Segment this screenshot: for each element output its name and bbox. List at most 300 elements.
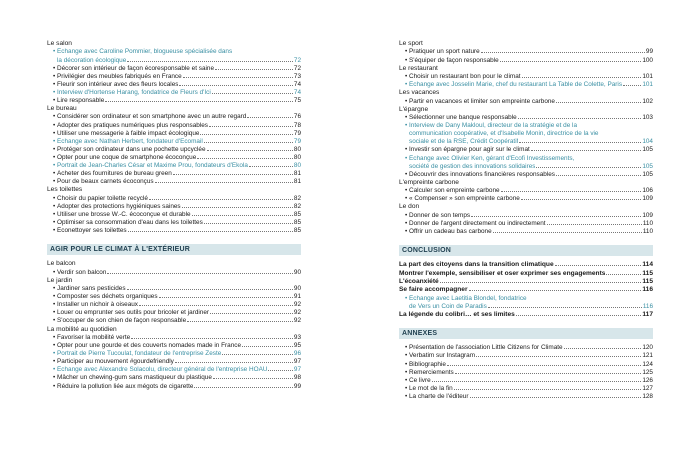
toc-entry-title [53,89,211,97]
toc-entry [399,130,653,138]
dot-leader [440,282,642,283]
toc-entry-text: Remerciements [409,368,454,376]
toc-page-number: 97 [293,366,301,374]
toc-entry [399,369,653,377]
toc-page-number: 114 [642,261,653,269]
dot-leader [213,378,293,379]
toc-entry-text: Échange avec Nathan Herbert, fondateur d'Ecomail [57,137,203,145]
bullet-icon: • [53,170,56,178]
dot-leader [518,118,642,119]
toc-section-title: Le sport [399,40,423,47]
toc-entry-text: Se faire accompagner [399,286,468,294]
dot-leader [212,93,293,94]
bullet-icon: • [405,368,408,376]
toc-part-header: CONCLUSION [399,245,653,256]
toc-entry [47,138,301,146]
toc-entry [47,366,301,374]
dot-leader [522,77,642,78]
toc-section-title: L'empreinte carbone [399,178,459,186]
toc-entry-title [405,352,475,360]
dot-leader [247,117,293,118]
toc-entry [47,89,301,97]
toc-section-title: Le salon [47,40,72,47]
toc-entry-text: Pratiquer un sport nature [409,48,480,56]
toc-entry [399,212,653,220]
toc-entry [399,187,653,195]
toc-entry [47,334,301,342]
bullet-icon: • [405,48,408,56]
dot-leader [204,142,293,143]
toc-entry [399,57,653,65]
toc-entry [47,73,301,81]
toc-entry-text: de Vers un Coin de Paradis [409,302,487,310]
dot-leader [531,150,642,151]
dot-leader [128,231,293,232]
toc-entry [47,227,301,235]
toc-page-number: 73 [293,72,301,80]
toc-entry-text: Le mot de la fin [409,384,453,392]
bullet-icon: • [53,342,56,350]
toc-entry [47,65,301,73]
toc-entry-title [405,361,446,369]
toc-entry-text: Opter pour une gourde et des couverts nomades made in France [57,342,242,350]
bullet-icon: • [53,333,56,341]
toc-entry-title [405,377,431,385]
bullet-icon: • [53,210,56,218]
toc-page-number: 115 [642,277,653,285]
dot-leader [159,297,293,298]
toc-entry-title [53,138,203,146]
toc-entry-text: Utiliser une messagerie à faible impact écologique [57,129,200,137]
dot-leader [209,126,293,127]
toc-entry-text: Échange avec Laetitia Blondel, fondatrice [409,294,527,302]
dot-leader [179,85,292,86]
dot-leader [556,102,641,103]
toc-entry-text: Optimiser sa consommation d'eau dans les toilettes [57,219,203,226]
toc-entry-text: la décoration écologique [57,56,127,64]
dot-leader [556,175,641,176]
toc-entry-title [405,295,527,303]
bullet-icon: • [53,153,56,161]
toc-entry-title [405,48,480,56]
toc-page-number: 127 [642,384,653,392]
toc-page-number: 74 [293,80,301,88]
toc-entry [399,303,653,311]
bullet-icon: • [405,294,408,302]
toc-entry [399,114,653,122]
bullet-icon: • [405,195,408,203]
toc-page-number: 101 [642,81,653,89]
bullet-icon: • [53,268,56,276]
dot-leader [149,199,293,200]
toc-entry-text: « Compenser » son empreinte carbone [409,195,520,203]
toc-section-title: Les vacances [399,89,440,97]
toc-entry-title [53,178,154,186]
dot-leader [501,191,642,192]
toc-entry-text: Interview de Dany Makloul, directeur de la stratégie et de la [409,122,578,130]
dot-leader [249,166,293,167]
dot-leader [173,174,293,175]
dot-leader [432,381,642,382]
dot-leader [207,150,293,151]
dot-leader [187,321,293,322]
toc-entry-title [405,212,470,220]
toc-page-number: 90 [293,285,301,293]
toc-entry [399,385,653,393]
bullet-icon: • [405,392,408,400]
toc-entry-title [53,97,104,105]
toc-entry-text: Donner de l'argent directement ou indirectement [409,219,546,227]
toc-entry [399,138,653,146]
toc-entry-title [53,211,191,219]
dot-leader [454,389,642,390]
toc-page-number: 91 [293,293,301,301]
toc-entry-title [53,48,232,56]
toc-entry-title [53,350,221,358]
toc-entry-title [53,65,214,73]
toc-entry-title [53,195,148,203]
toc-section-title: Le jardin [47,276,73,284]
bullet-icon: • [405,376,408,384]
toc-page-number: 128 [642,392,653,400]
toc-entry-title [53,219,203,227]
bullet-icon: • [405,228,408,236]
bullet-icon: • [53,137,56,145]
bullet-icon: • [53,374,56,382]
toc-entry-text: Composter ses déchets organiques [57,293,158,301]
toc-page-number: 103 [642,114,653,122]
toc-entry-text: Échange avec Olivier Ken, gérant d'Ecofi Investissements, [409,154,575,162]
bullet-icon: • [405,344,408,352]
dot-leader [564,348,642,349]
toc-entry [47,269,301,277]
toc-entry-title [53,293,158,301]
bullet-icon: • [405,384,408,392]
toc-entry [47,130,301,138]
toc-entry-title [405,73,521,81]
bullet-icon: • [53,121,56,129]
toc-entry-title [399,278,439,286]
toc-entry-title [53,269,106,277]
toc-entry-title [53,73,182,81]
toc-page-number: 92 [293,317,301,325]
dot-leader [192,215,293,216]
toc-page-number: 101 [642,73,653,80]
bullet-icon: • [53,48,56,56]
bullet-icon: • [53,194,56,202]
toc-entry [47,154,301,162]
toc-entry-text: sociale et de la RSE, Crédit Coopératif [409,138,519,146]
dot-leader [493,232,642,233]
dot-leader [471,216,641,217]
dot-leader [175,362,293,363]
toc-entry [47,178,301,186]
dot-leader [547,224,642,225]
toc-part-header: ANNEXES [399,328,653,339]
bullet-icon: • [405,352,408,360]
toc-page-number: 98 [293,374,301,382]
toc-entry [399,98,653,106]
dot-leader [476,356,641,357]
bullet-icon: • [53,64,56,72]
dot-leader [469,290,642,291]
dot-leader [107,273,293,274]
toc-page-number: 125 [642,368,653,376]
dot-leader [521,199,641,200]
toc-page-number: 80 [293,162,301,170]
toc-entry-title [405,228,492,236]
toc-entry-title [405,220,546,228]
toc-entry-text: Adopter des pratiques numériques plus responsables [57,121,208,129]
toc-entry-title [53,285,126,293]
toc-entry [399,146,653,154]
toc-entry-title [53,334,130,342]
toc-chapter-entry [399,286,653,294]
toc-entry-text: Mâcher un chewing-gum sans mastiqueur du plastique [57,374,212,382]
toc-entry [399,361,653,369]
toc-entry-text: Protéger son ordinateur dans une pochette upcyclée [57,145,206,153]
toc-page-number: 82 [293,202,301,210]
bullet-icon: • [53,129,56,137]
toc-entry-text: Ce livre [409,376,431,384]
dot-leader [536,167,641,168]
bullet-icon: • [405,360,408,368]
toc-entry [47,293,301,301]
toc-entry-text: Décorer son intérieur de façon écoresponsable et saine [57,64,215,72]
bullet-icon: • [405,114,408,122]
toc-entry-text: Échange avec Caroline Pommier, blogueuse spécialisée dans [57,48,233,56]
bullet-icon: • [53,219,56,226]
toc-entry-text: Portrait de Jean-Charles César et Maxime Prou, fondateurs d'Ekola [57,162,248,170]
toc-entry-title [405,98,555,106]
toc-page-number: 92 [293,309,301,317]
dot-leader [215,69,293,70]
toc-entry-text: Installer un nichoir à oiseaux [57,301,138,309]
toc-section-title: Les toilettes [47,186,83,194]
toc-entry-text: Présentation de l'association Little Citizens for Climate [409,344,563,352]
dot-leader [488,307,642,308]
toc-entry [399,352,653,360]
toc-entry [399,171,653,179]
bullet-icon: • [405,73,408,80]
dot-leader [127,289,293,290]
dot-leader [155,182,293,183]
toc-entry-text: Réduire la pollution liée aux mégots de cigarette [57,382,194,390]
bullet-icon: • [405,146,408,154]
toc-page-number: 100 [642,56,653,64]
toc-entry-title [399,261,554,269]
toc-entry-text: Découvrir des innovations financières responsables [409,170,555,178]
toc-entry [399,48,653,56]
bullet-icon: • [53,145,56,153]
toc-page-number: 105 [642,146,653,154]
toc-left-column [47,40,301,391]
toc-page-number: 97 [293,358,301,366]
toc-entry [47,301,301,309]
toc-entry [47,358,301,366]
toc-entry [399,195,653,203]
toc-page-number: 79 [293,137,301,145]
dot-leader [555,265,642,266]
toc-entry-title [53,309,209,317]
toc-entry-text: La charte de l'éditeur [409,392,469,400]
toc-entry-text: Jardiner sans pesticides [57,285,126,293]
toc-page-number: 85 [293,219,301,226]
toc-entry-title [409,163,535,171]
toc-page-number: 90 [293,268,301,276]
toc-page-number: 92 [293,301,301,309]
toc-page-number: 96 [293,350,301,358]
dot-leader [222,354,293,355]
toc-entry-title [405,171,555,179]
toc-page-number: 115 [642,269,653,277]
bullet-icon: • [53,227,56,235]
dot-leader [519,142,641,143]
toc-entry-title [53,227,127,235]
toc-entry-text: Acheter des fournitures de bureau green [57,170,172,178]
toc-chapter-entry [399,311,653,319]
toc-entry [399,295,653,303]
toc-entry-title [53,366,267,374]
toc-entry-title [57,57,126,65]
toc-right-column [399,40,653,401]
toc-entry-title [53,342,241,350]
toc-entry-text: Montrer l'exemple, sensibiliser et oser exprimer ses engagements [399,269,606,277]
toc-entry [47,374,301,382]
toc-page-number: 99 [293,382,301,390]
toc-page-number: 126 [642,376,653,384]
bullet-icon: • [405,154,408,162]
bullet-icon: • [53,358,56,366]
bullet-icon: • [53,96,56,104]
dot-leader [481,52,645,53]
toc-entry-title [405,114,517,122]
toc-section-title: Le don [399,203,420,211]
dot-leader [204,223,293,224]
toc-entry [399,393,653,401]
toc-entry [47,211,301,219]
toc-page-number: 82 [293,194,301,202]
toc-entry [47,285,301,293]
toc-entry [47,350,301,358]
toc-entry [399,220,653,228]
toc-entry-title [53,301,138,309]
toc-entry [47,203,301,211]
toc-entry-text: Offrir un cadeau bas carbone [409,228,492,236]
bullet-icon: • [53,178,56,186]
toc-section-title: Le restaurant [399,64,438,72]
toc-entry [399,73,653,81]
toc-entry-text: Privilégier des meubles fabriqués en France [57,72,182,80]
toc-entry-text: Adopter des protections hygiéniques saines [57,202,181,210]
toc-entry [47,309,301,317]
bullet-icon: • [53,113,56,121]
toc-entry-text: Échange avec Josselin Marie, chef du restaurant La Table de Colette, Paris [409,81,623,89]
toc-entry-text: La légende du colibri… et ses limites [399,310,515,318]
dot-leader [455,373,642,374]
toc-entry-title [405,122,577,130]
toc-entry-title [53,122,208,130]
toc-entry-title [53,113,246,121]
toc-entry-title [53,170,172,178]
toc-entry-text: Calculer son empreinte carbone [409,187,500,195]
toc-entry-title [405,385,453,393]
toc-entry-title [405,146,530,154]
toc-page-number: 80 [293,153,301,161]
toc-page-number: 93 [293,333,301,341]
toc-entry [47,146,301,154]
toc-entry-title [399,311,515,319]
toc-entry [47,97,301,105]
toc-entry [47,122,301,130]
toc-entry-text: Donner de son temps [409,211,471,219]
dot-leader [127,61,293,62]
toc-entry-text: communication coopérative, et d'Isabelle Monin, directrice de la vie [409,130,599,138]
bullet-icon: • [53,366,56,374]
toc-entry-text: Fleurir son intérieur avec des fleurs locales [57,80,179,88]
toc-section-title: Le bureau [47,105,77,113]
toc-entry [47,48,301,56]
toc-entry-title [53,146,206,154]
dot-leader [516,315,642,316]
dot-leader [268,370,292,371]
toc-entry-title [399,286,468,294]
toc-entry-text: Participer au mouvement #gourdefriendly [57,358,174,366]
toc-entry-text: Lire responsable [57,96,105,104]
toc-entry [399,122,653,130]
toc-entry-text: Échange avec Alexandre Solacolu, directeur général de l'entreprise HOAU [57,366,268,374]
toc-page-number: 110 [642,228,653,236]
toc-entry-text: société de gestion des innovations solidaires [409,162,536,170]
toc-entry-title [53,374,212,382]
toc-entry [399,81,653,89]
toc-entry-title [405,369,454,377]
toc-page-number: 79 [293,129,301,137]
bullet-icon: • [405,170,408,178]
bullet-icon: • [405,211,408,219]
dot-leader [470,397,642,398]
toc-entry-text: Choisir un restaurant bon pour le climat [409,73,521,80]
bullet-icon: • [53,202,56,210]
bullet-icon: • [405,219,408,227]
toc-page-number: 80 [293,145,301,153]
toc-entry-text: Pour de beaux carnets écoconçus [57,178,154,186]
dot-leader [210,313,293,314]
toc-entry-title [399,270,605,278]
toc-entry-title [53,81,178,89]
toc-entry-title [405,155,574,163]
toc-entry [399,155,653,163]
toc-entry-title [405,393,469,401]
toc-page-number: 110 [642,219,653,227]
dot-leader [182,207,293,208]
toc-entry-text: S'occuper de son chien de façon responsable [57,317,187,325]
toc-entry [47,317,301,325]
toc-page-number: 78 [293,121,301,129]
toc-page-number: 74 [293,88,301,96]
bullet-icon: • [53,309,56,317]
toc-page-number: 75 [293,96,301,104]
toc-entry-title [409,130,599,138]
toc-entry-text: Sélectionner une banque responsable [409,114,517,122]
toc-entry-title [409,303,487,311]
toc-entry-title [405,81,622,89]
toc-entry-text: Utiliser une brosse W.-C. écoconçue et durable [57,210,191,218]
toc-entry [47,170,301,178]
toc-entry [47,162,301,170]
bullet-icon: • [53,382,56,390]
toc-page-number: 81 [293,178,301,186]
